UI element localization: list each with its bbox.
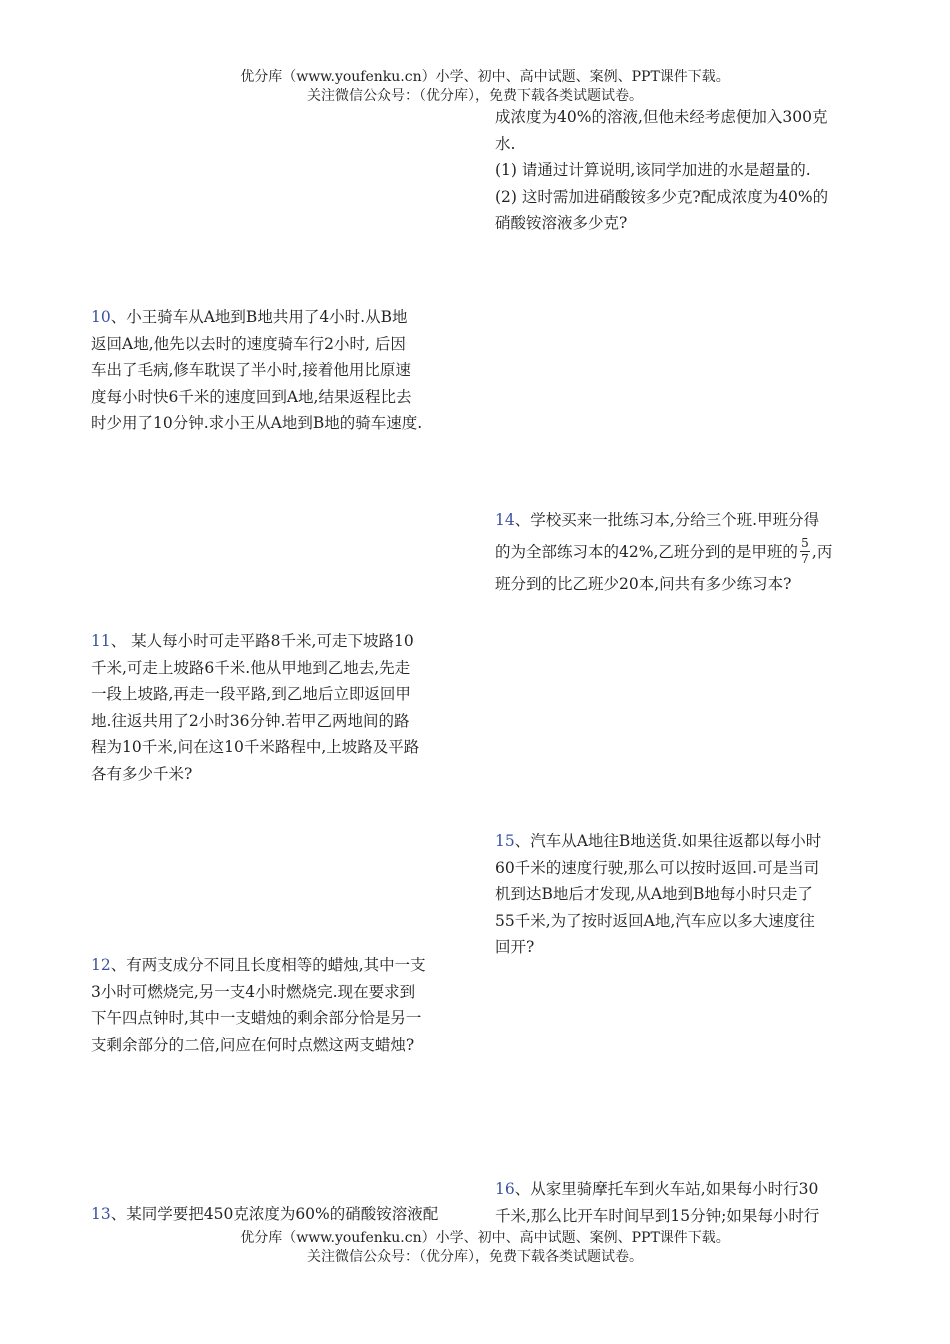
question-13 bbox=[91, 1201, 463, 1228]
header-line-1: 优分库（www.youfenku.cn）小学、初中、高中试题、案例、PPT课件下载。 bbox=[240, 69, 730, 85]
question-16 bbox=[495, 1176, 867, 1229]
header-line-2: 关注微信公众号：（优分库），免费下载各类试题试卷。 bbox=[307, 88, 643, 104]
question-text: 度每小时快6千米的速度回到A地,结果返程比去 bbox=[91, 387, 412, 406]
question-text: 、有两支成分不同且长度相等的蜡烛,其中一支 bbox=[110, 956, 426, 974]
question-text: 程为10千米,问在这10千米路程中,上坡路及平路 bbox=[91, 738, 420, 756]
question-text: 、某同学要把450克浓度为60%的硝酸铵溶液配 bbox=[110, 1205, 439, 1223]
question-number: 16 bbox=[495, 1180, 515, 1198]
q13-cont-line: 水. bbox=[495, 134, 516, 153]
question-11 bbox=[91, 628, 463, 787]
question-text: 回开? bbox=[495, 938, 535, 956]
fraction-numerator: 5 bbox=[801, 535, 809, 550]
question-14 bbox=[495, 504, 867, 600]
fraction bbox=[800, 537, 810, 566]
question-text: ,丙 bbox=[811, 543, 833, 561]
question-text: 一段上坡路,再走一段平路,到乙地后立即返回甲 bbox=[91, 685, 411, 703]
question-text: 下午四点钟时,其中一支蜡烛的剩余部分恰是另一 bbox=[91, 1009, 422, 1027]
fraction-denominator: 7 bbox=[801, 551, 809, 566]
question-text: 、汽车从A地往B地送货.如果往返都以每小时 bbox=[514, 832, 822, 850]
question-13-continued bbox=[495, 104, 867, 237]
question-text: 返回A地,他先以去时的速度骑车行2小时, 后因 bbox=[91, 334, 406, 353]
question-number: 14 bbox=[495, 511, 515, 529]
page-header bbox=[0, 68, 950, 106]
question-number: 13 bbox=[91, 1205, 111, 1223]
question-text: 、从家里骑摩托车到火车站,如果每小时行30 bbox=[514, 1180, 819, 1198]
q13-cont-line: 成浓度为40%的溶液,但他未经考虑便加入300克 bbox=[495, 108, 828, 126]
q13-cont-line: 硝酸铵溶液多少克? bbox=[495, 214, 628, 232]
q13-cont-line: (1) 请通过计算说明,该同学加进的水是超量的. bbox=[495, 161, 811, 179]
question-text: 班分到的比乙班少20本,问共有多少练习本? bbox=[495, 575, 792, 593]
q13-cont-line: (2) 这时需加进硝酸铵多少克?配成浓度为40%的 bbox=[495, 187, 829, 206]
question-text: 各有多少千米? bbox=[91, 764, 193, 783]
question-text: 支剩余部分的二倍,问应在何时点燃这两支蜡烛? bbox=[91, 1035, 415, 1054]
question-number: 12 bbox=[91, 956, 111, 974]
question-number: 15 bbox=[495, 832, 515, 850]
question-12 bbox=[91, 952, 463, 1058]
question-text: 60千米的速度行驶,那么可以按时返回.可是当司 bbox=[495, 858, 820, 877]
question-text: 、学校买来一批练习本,分给三个班.甲班分得 bbox=[514, 511, 820, 529]
question-text: 、小王骑车从A地到B地共用了4小时.从B地 bbox=[110, 308, 408, 326]
question-text: 55千米,为了按时返回A地,汽车应以多大速度往 bbox=[495, 911, 815, 930]
question-text: 千米,可走上坡路6千米.他从甲地到乙地去,先走 bbox=[91, 658, 411, 677]
question-15 bbox=[495, 828, 867, 961]
question-number: 10 bbox=[91, 308, 111, 326]
question-text: 时少用了10分钟.求小王从A地到B地的骑车速度. bbox=[91, 414, 423, 432]
question-text: 、 某人每小时可走平路8千米,可走下坡路10 bbox=[110, 632, 414, 650]
question-10 bbox=[91, 304, 463, 437]
page-footer bbox=[0, 1229, 950, 1267]
question-text: 的为全部练习本的42%,乙班分到的是甲班的 bbox=[495, 543, 798, 561]
question-text: 千米,那么比开车时间早到15分钟;如果每小时行 bbox=[495, 1206, 820, 1225]
footer-line-1: 优分库（www.youfenku.cn）小学、初中、高中试题、案例、PPT课件下载。 bbox=[240, 1230, 730, 1246]
footer-line-2: 关注微信公众号：（优分库），免费下载各类试题试卷。 bbox=[307, 1249, 643, 1265]
question-text: 3小时可燃烧完,另一支4小时燃烧完.现在要求到 bbox=[91, 982, 416, 1001]
question-text: 地.往返共用了2小时36分钟.若甲乙两地间的路 bbox=[91, 711, 410, 730]
question-text: 车出了毛病,修车耽误了半小时,接着他用比原速 bbox=[91, 361, 411, 379]
question-number: 11 bbox=[91, 632, 111, 650]
question-text: 机到达B地后才发现,从A地到B地每小时只走了 bbox=[495, 885, 813, 903]
